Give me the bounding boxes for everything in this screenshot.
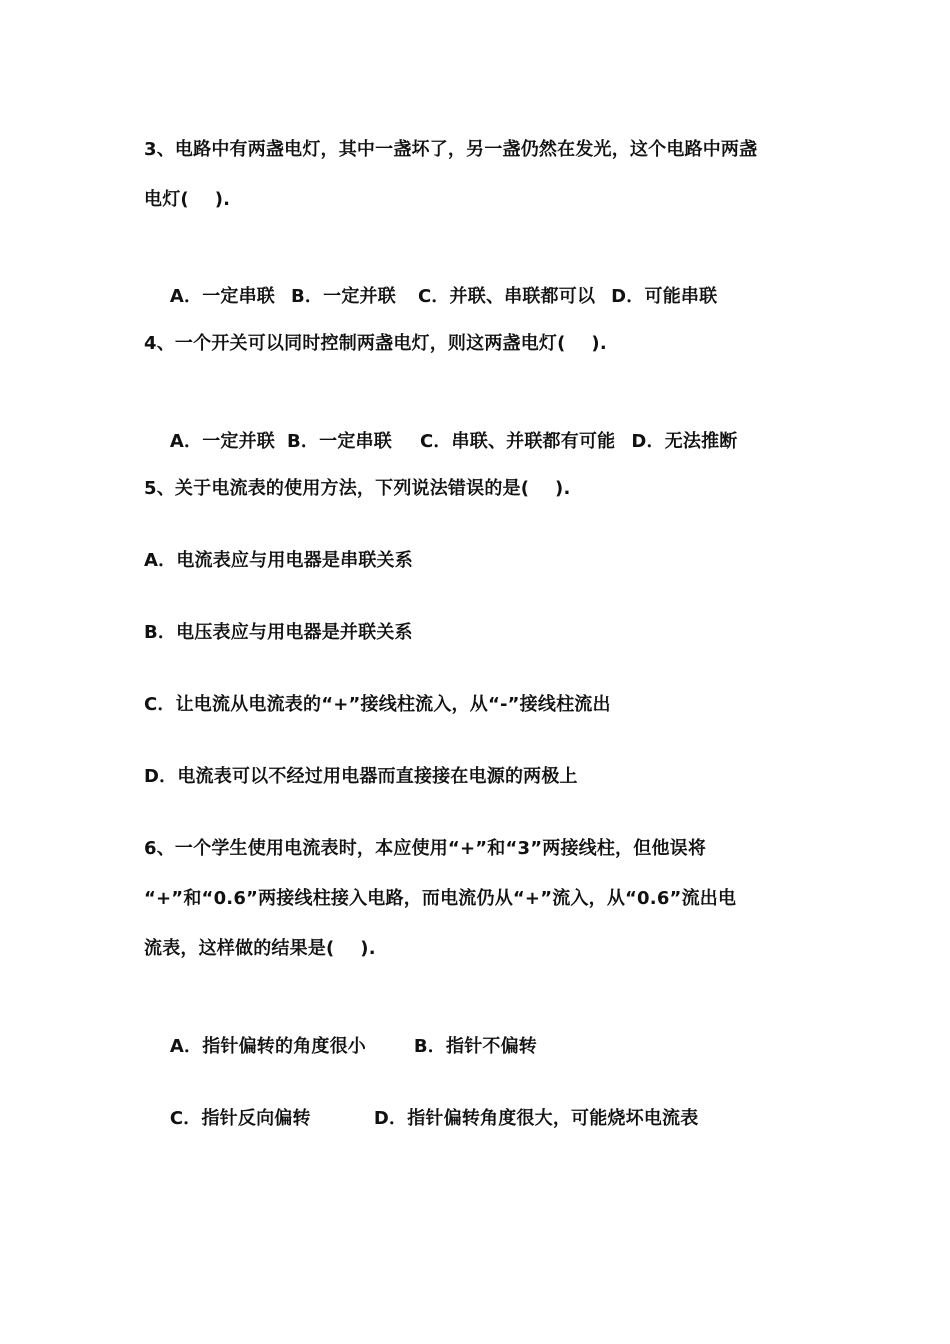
question-3-options [144,258,717,336]
question-4-options [144,403,738,481]
question-6-option-a: A．指针偏转的角度很小 [169,1036,367,1057]
question-6-options-row-2 [144,1080,698,1158]
question-6-stem-line-3: 流表，这样做的结果是( ). [144,938,376,959]
question-5-option-b: B．电压表应与用电器是并联关系 [144,622,413,643]
question-6-options-row-1 [144,1008,537,1086]
question-3-stem-line-1: 3、电路中有两盏电灯，其中一盏坏了，另一盏仍然在发光，这个电路中两盏 [144,139,758,160]
question-6-option-d: D．指针偏转角度很大，可能烧坏电流表 [373,1108,699,1129]
question-4-option-a: A．一定并联 [169,431,276,452]
question-3-option-b: B．一定并联 [291,286,396,307]
question-5-option-c: C．让电流从电流表的“+”接线柱流入，从“-”接线柱流出 [144,694,611,715]
question-5-stem-line-1: 5、关于电流表的使用方法，下列说法错误的是( ). [144,478,571,499]
question-6-option-c: C．指针反向偏转 [169,1108,311,1129]
question-6-stem-line-2: “+”和“0.6”两接线柱接入电路，而电流仍从“+”流入，从“0.6”流出电 [144,888,737,909]
question-3-option-d: D．可能串联 [611,286,718,307]
question-3-option-c: C．并联、串联都可以 [417,286,596,307]
question-4-stem-line-1: 4、一个开关可以同时控制两盏电灯，则这两盏电灯( ). [144,333,607,354]
question-4-option-d: D．无法推断 [631,431,738,452]
question-4-option-c: C．串联、并联都有可能 [419,431,616,452]
question-3-option-a: A．一定串联 [169,286,276,307]
question-4-option-b: B．一定串联 [287,431,392,452]
question-5-option-a: A．电流表应与用电器是串联关系 [144,550,413,571]
question-6-stem-line-1: 6、一个学生使用电流表时，本应使用“+”和“3”两接线柱，但他误将 [144,838,707,859]
question-5-option-d: D．电流表可以不经过用电器而直接接在电源的两极上 [144,766,578,787]
question-6-option-b: B．指针不偏转 [413,1036,537,1057]
question-3-stem-line-2: 电灯( ). [144,189,231,210]
